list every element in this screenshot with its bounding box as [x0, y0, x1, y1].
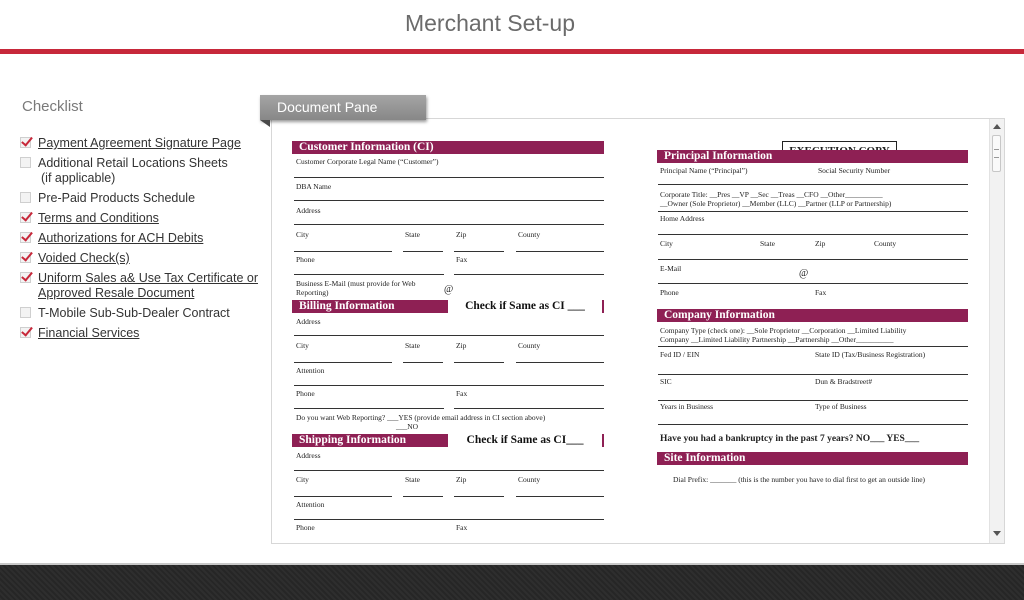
- field-line: [658, 400, 968, 401]
- checklist-title: Checklist: [22, 98, 83, 115]
- field-label: Phone: [660, 288, 679, 297]
- field-line: [403, 362, 443, 363]
- at-sign: @: [444, 284, 454, 295]
- field-label: State: [760, 239, 775, 248]
- field-label: Years in Business: [660, 402, 713, 411]
- field-label: Fax: [456, 255, 468, 264]
- checklist-item-prepaid-products[interactable]: [20, 191, 265, 206]
- field-line: [403, 251, 443, 252]
- field-label: Phone: [296, 523, 315, 532]
- checklist-item-financial[interactable]: [20, 326, 265, 341]
- field-line: [294, 274, 444, 275]
- checklist-item-payment-agreement[interactable]: [20, 136, 265, 151]
- field-label: Zip: [815, 239, 826, 248]
- checklist: [20, 136, 265, 346]
- field-label: Type of Business: [815, 402, 867, 411]
- checklist-item-ach[interactable]: [20, 231, 265, 246]
- scrollbar-thumb[interactable]: [992, 135, 1001, 172]
- scroll-up-arrow-icon[interactable]: [993, 124, 1001, 129]
- checklist-item-sublabel[interactable]: Approved Resale Document: [38, 286, 195, 300]
- checklist-item-voided-checks[interactable]: [20, 251, 265, 266]
- shipping-section-title: Shipping Information: [299, 434, 407, 446]
- checklist-item-label[interactable]: Voided Check(s): [38, 251, 130, 265]
- tab-fold-shadow: [260, 120, 270, 127]
- field-label: State ID (Tax/Business Registration): [815, 350, 926, 359]
- principal-section-header: Principal Information: [657, 150, 968, 163]
- field-label: City: [660, 239, 673, 248]
- checkbox-checked-icon[interactable]: [20, 212, 31, 223]
- checkbox-empty-icon[interactable]: [20, 157, 31, 168]
- field-label: SIC: [660, 377, 672, 386]
- checklist-item-label[interactable]: Financial Services: [38, 326, 140, 340]
- field-label: __Owner (Sole Proprietor) __Member (LLC) __Partner (LLP or Partnership): [660, 199, 892, 208]
- field-label: Corporate Title: __Pres __VP __Sec __Treas __CFO __Other__________: [660, 190, 883, 199]
- field-label: Phone: [296, 255, 315, 264]
- field-label: County: [518, 475, 541, 484]
- checklist-item-label: Pre-Paid Products Schedule: [38, 191, 196, 205]
- field-label: Company Type (check one): __Sole Proprietor __Corporation __Limited Liability: [660, 326, 907, 335]
- checkbox-empty-icon[interactable]: [20, 307, 31, 318]
- field-label: Zip: [456, 475, 467, 484]
- field-line: [658, 374, 968, 375]
- field-label: Social Security Number: [818, 166, 891, 175]
- customer-section-header: Customer Information (CI): [292, 141, 604, 154]
- checklist-item-terms[interactable]: [20, 211, 265, 226]
- checklist-item-label[interactable]: Authorizations for ACH Debits: [38, 231, 204, 245]
- field-label: State: [405, 230, 420, 239]
- checklist-item-sublabel: (if applicable): [41, 171, 116, 185]
- checkbox-checked-icon[interactable]: [20, 327, 31, 338]
- field-line: [658, 346, 968, 347]
- field-label: Customer Corporate Legal Name (“Customer”): [296, 157, 439, 166]
- page-title: Merchant Set-up: [404, 10, 576, 36]
- field-label: Zip: [456, 230, 467, 239]
- footer-bar: [0, 565, 1024, 600]
- field-line: [403, 496, 443, 497]
- bankruptcy-question: Have you had a bankruptcy in the past 7 years? NO___ YES___: [660, 434, 920, 444]
- checklist-item-label: Additional Retail Locations Sheets: [38, 156, 228, 170]
- field-line: [658, 424, 968, 425]
- field-line: [454, 362, 504, 363]
- field-label: Dun & Bradstreet#: [815, 377, 873, 386]
- field-label: Phone: [296, 389, 315, 398]
- site-section-header: Site Information: [657, 452, 968, 465]
- field-line: [658, 283, 968, 284]
- field-label: City: [296, 341, 309, 350]
- field-line: [294, 200, 604, 201]
- header-divider: [0, 49, 1024, 54]
- field-label: County: [518, 341, 541, 350]
- field-label: Address: [296, 317, 321, 326]
- document-pane[interactable]: [271, 118, 1005, 544]
- field-label: Address: [296, 206, 321, 215]
- field-line: [516, 251, 604, 252]
- checklist-item-label[interactable]: Payment Agreement Signature Page: [38, 136, 241, 150]
- field-label: State: [405, 341, 420, 350]
- field-label: City: [296, 230, 309, 239]
- field-label: Fed ID / EIN: [660, 350, 700, 359]
- field-label: Attention: [296, 500, 325, 509]
- checkbox-checked-icon[interactable]: [20, 137, 31, 148]
- field-label: Fax: [815, 288, 827, 297]
- field-label: Dial Prefix: _______ (this is the number you have to dial first to get an outside line): [673, 475, 926, 484]
- field-label: County: [874, 239, 897, 248]
- field-label: County: [518, 230, 541, 239]
- field-line: [294, 362, 392, 363]
- billing-same-as-ci: Check if Same as CI ___: [448, 300, 602, 313]
- checklist-item-label: T-Mobile Sub-Sub-Dealer Contract: [38, 306, 230, 320]
- checkbox-checked-icon[interactable]: [20, 272, 31, 283]
- field-label: Do you want Web Reporting? ___YES (provide email address in CI section above): [296, 413, 546, 422]
- checklist-item-additional-locations[interactable]: [20, 156, 265, 186]
- at-sign: @: [799, 268, 809, 279]
- field-label: Address: [296, 451, 321, 460]
- vertical-scrollbar[interactable]: [989, 119, 1004, 543]
- field-line: [454, 408, 604, 409]
- field-line: [294, 335, 604, 336]
- field-line: [454, 274, 604, 275]
- checklist-item-label[interactable]: Terms and Conditions: [38, 211, 159, 225]
- checklist-item-tax-certificate[interactable]: [20, 271, 265, 301]
- field-line: [294, 408, 444, 409]
- field-label: Fax: [456, 523, 468, 532]
- field-line: [454, 496, 504, 497]
- field-line: [294, 224, 604, 225]
- field-label: E-Mail: [660, 264, 682, 273]
- field-line: [658, 234, 968, 235]
- field-line: [658, 184, 968, 185]
- field-line: [294, 519, 604, 520]
- field-label: DBA Name: [296, 182, 332, 191]
- checklist-item-tmobile[interactable]: [20, 306, 265, 321]
- scroll-down-arrow-icon[interactable]: [993, 531, 1001, 536]
- company-section-header: Company Information: [657, 309, 968, 322]
- field-label: Fax: [456, 389, 468, 398]
- billing-section-header: [292, 300, 604, 313]
- field-label: City: [296, 475, 309, 484]
- field-line: [294, 251, 392, 252]
- field-line: [516, 496, 604, 497]
- checkbox-checked-icon[interactable]: [20, 252, 31, 263]
- field-label: Zip: [456, 341, 467, 350]
- field-label: ___NO: [396, 422, 419, 431]
- field-line: [516, 362, 604, 363]
- field-line: [294, 496, 392, 497]
- field-line: [294, 177, 604, 178]
- checklist-item-label[interactable]: Uniform Sales a& Use Tax Certificate or: [38, 271, 258, 285]
- field-line: [658, 259, 968, 260]
- shipping-same-as-ci: Check if Same as CI___: [448, 434, 602, 447]
- checkbox-empty-icon[interactable]: [20, 192, 31, 203]
- document-pane-tab: Document Pane: [260, 95, 426, 120]
- field-label: Company __Limited Liability Partnership __Partnership __Other__________: [660, 335, 894, 344]
- shipping-section-header: [292, 434, 604, 447]
- field-line: [294, 470, 604, 471]
- billing-section-title: Billing Information: [299, 300, 395, 312]
- field-label: State: [405, 475, 420, 484]
- field-label: Attention: [296, 366, 325, 375]
- field-label: Principal Name (“Principal”): [660, 166, 748, 175]
- field-label: Home Address: [660, 214, 705, 223]
- field-line: [454, 251, 504, 252]
- field-line: [294, 385, 604, 386]
- field-label: Business E-Mail (must provide for Web Reporting): [296, 279, 416, 297]
- checkbox-checked-icon[interactable]: [20, 232, 31, 243]
- field-line: [658, 211, 968, 212]
